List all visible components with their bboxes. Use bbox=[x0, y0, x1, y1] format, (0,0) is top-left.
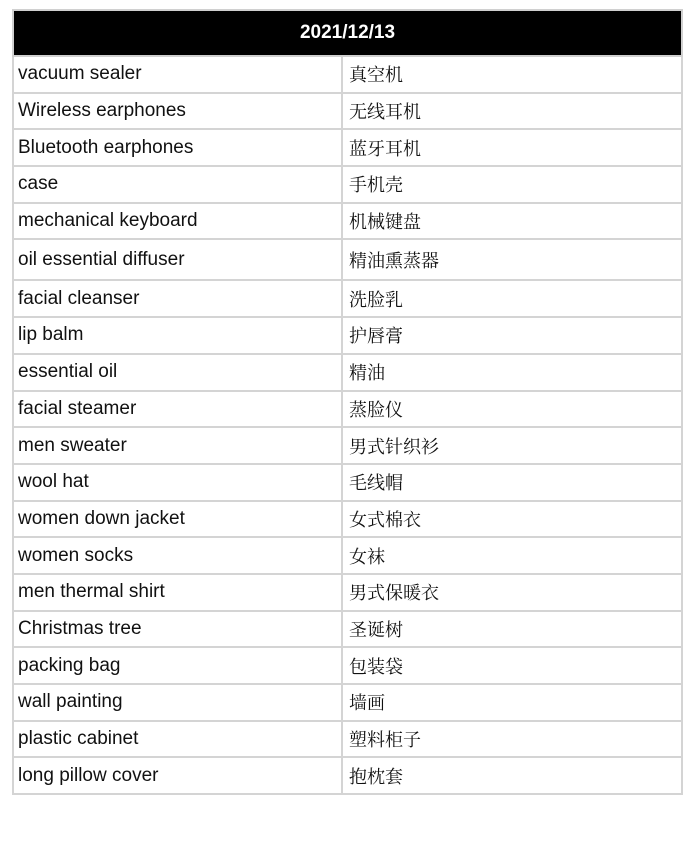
table-row bbox=[13, 611, 682, 648]
english-name-cell: facial steamer bbox=[13, 391, 342, 428]
table-row bbox=[13, 427, 682, 464]
english-name-cell: essential oil bbox=[13, 354, 342, 391]
header-row bbox=[13, 10, 682, 56]
table-row bbox=[13, 391, 682, 428]
table-row bbox=[13, 317, 682, 354]
chinese-name-cell: 蒸脸仪 bbox=[342, 391, 682, 428]
product-table bbox=[12, 9, 683, 795]
table-row bbox=[13, 684, 682, 721]
table-row bbox=[13, 464, 682, 501]
date-header: 2021/12/13 bbox=[13, 10, 682, 56]
chinese-name-cell: 机械键盘 bbox=[342, 203, 682, 240]
table-row bbox=[13, 93, 682, 130]
chinese-name-cell: 女袜 bbox=[342, 537, 682, 574]
table-body bbox=[13, 56, 682, 794]
table-row bbox=[13, 280, 682, 317]
chinese-name-cell: 女式棉衣 bbox=[342, 501, 682, 538]
chinese-name-cell: 手机壳 bbox=[342, 166, 682, 203]
english-name-cell: facial cleanser bbox=[13, 280, 342, 317]
chinese-name-cell: 毛线帽 bbox=[342, 464, 682, 501]
english-name-cell: packing bag bbox=[13, 647, 342, 684]
table-row bbox=[13, 647, 682, 684]
english-name-cell: women down jacket bbox=[13, 501, 342, 538]
chinese-name-cell: 包装袋 bbox=[342, 647, 682, 684]
english-name-cell: wool hat bbox=[13, 464, 342, 501]
chinese-name-cell: 塑料柜子 bbox=[342, 721, 682, 758]
english-name-cell: men sweater bbox=[13, 427, 342, 464]
english-name-cell: lip balm bbox=[13, 317, 342, 354]
table-row bbox=[13, 166, 682, 203]
table-row bbox=[13, 239, 682, 280]
product-sheet bbox=[12, 9, 681, 795]
chinese-name-cell: 抱枕套 bbox=[342, 757, 682, 794]
chinese-name-cell: 圣诞树 bbox=[342, 611, 682, 648]
english-name-cell: case bbox=[13, 166, 342, 203]
table-row bbox=[13, 574, 682, 611]
english-name-cell: long pillow cover bbox=[13, 757, 342, 794]
chinese-name-cell: 蓝牙耳机 bbox=[342, 129, 682, 166]
english-name-cell: vacuum sealer bbox=[13, 56, 342, 93]
english-name-cell: wall painting bbox=[13, 684, 342, 721]
table-row bbox=[13, 56, 682, 93]
english-name-cell: mechanical keyboard bbox=[13, 203, 342, 240]
table-row bbox=[13, 537, 682, 574]
table-row bbox=[13, 721, 682, 758]
chinese-name-cell: 洗脸乳 bbox=[342, 280, 682, 317]
english-name-cell: Christmas tree bbox=[13, 611, 342, 648]
english-name-cell: men thermal shirt bbox=[13, 574, 342, 611]
chinese-name-cell: 真空机 bbox=[342, 56, 682, 93]
chinese-name-cell: 男式针织衫 bbox=[342, 427, 682, 464]
english-name-cell: Wireless earphones bbox=[13, 93, 342, 130]
chinese-name-cell: 无线耳机 bbox=[342, 93, 682, 130]
chinese-name-cell: 男式保暖衣 bbox=[342, 574, 682, 611]
table-row bbox=[13, 757, 682, 794]
table-row bbox=[13, 129, 682, 166]
chinese-name-cell: 墙画 bbox=[342, 684, 682, 721]
english-name-cell: Bluetooth earphones bbox=[13, 129, 342, 166]
english-name-cell: women socks bbox=[13, 537, 342, 574]
english-name-cell: oil essential diffuser bbox=[13, 239, 342, 280]
english-name-cell: plastic cabinet bbox=[13, 721, 342, 758]
table-row bbox=[13, 501, 682, 538]
table-row bbox=[13, 354, 682, 391]
chinese-name-cell: 精油熏蒸器 bbox=[342, 239, 682, 280]
chinese-name-cell: 护唇膏 bbox=[342, 317, 682, 354]
table-row bbox=[13, 203, 682, 240]
chinese-name-cell: 精油 bbox=[342, 354, 682, 391]
